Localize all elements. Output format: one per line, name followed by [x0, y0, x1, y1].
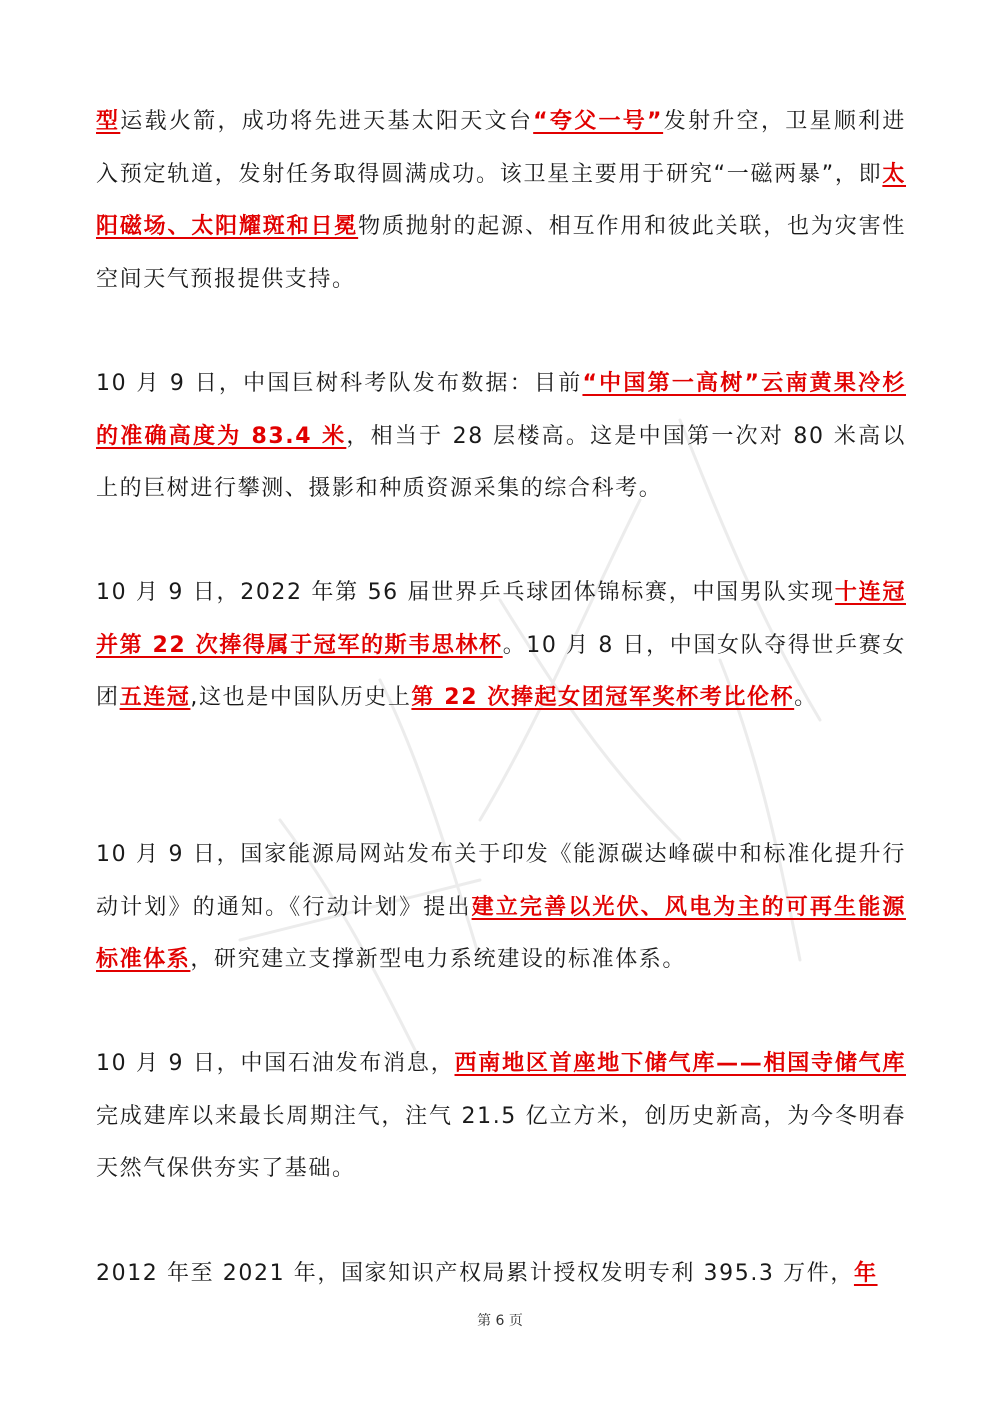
highlighted-keyphrase: 太阳磁场、太阳耀斑和日冕 [96, 161, 906, 239]
highlighted-keyphrase: 十连冠并第 22 次捧得属于冠军的斯韦思林杯 [96, 580, 906, 658]
body-text: ，相当于 28 层楼高。这是中国第一次对 80 米高以上的巨树进行攀测、摄影和种质资源采集的综合科考。 [96, 423, 906, 501]
body-text: 10 月 9 日，2022 年第 56 届世界乒乓球团体锦标赛，中国男队实现 [96, 580, 835, 605]
highlighted-keyphrase: “夸父一号” [533, 109, 664, 134]
news-paragraph-patents [96, 1248, 906, 1301]
highlighted-keyphrase: 建立完善以光伏、风电为主的可再生能源标准体系 [96, 894, 906, 972]
highlighted-keyphrase: 第 22 次捧起女团冠军奖杯考比伦杯 [411, 685, 795, 710]
highlighted-keyphrase: “中国第一高树”云南黄果冷杉的准确高度为 83.4 米 [96, 371, 906, 449]
highlighted-keyphrase: 型 [96, 109, 121, 134]
body-text: 2012 年至 2021 年，国家知识产权局累计授权发明专利 395.3 万件， [96, 1261, 854, 1286]
body-text: 。 [794, 685, 818, 710]
news-paragraph-gas-storage [96, 1038, 906, 1196]
body-text: 10 月 9 日，国家能源局网站发布关于印发《能源碳达峰碳中和标准化提升行动计划》的通知。《行动计划》提出 [96, 842, 906, 920]
body-text: 发射升空，卫星顺利进入预定轨道，发射任务取得圆满成功。该卫星主要用于研究“一磁两暴”，即 [96, 109, 906, 187]
body-text: 10 月 9 日，中国巨树科考队发布数据：目前 [96, 371, 583, 396]
page-number: 第 6 页 [477, 1313, 523, 1329]
news-paragraph-tallest-tree [96, 358, 906, 516]
body-text: 完成建库以来最长周期注气，注气 21.5 亿立方米，创历史新高，为今冬明春天然气保供夯实了基础。 [96, 1103, 906, 1181]
highlighted-keyphrase: 西南地区首座地下储气库——相国寺储气库 [454, 1051, 906, 1076]
news-paragraph-energy-standards [96, 829, 906, 987]
body-text: ,这也是中国队历史上 [190, 685, 412, 710]
body-text: 运载火箭，成功将先进天基太阳天文台 [120, 109, 534, 134]
highlighted-keyphrase: 五连冠 [119, 685, 191, 710]
news-paragraph-kuafu [96, 96, 906, 306]
body-text: 10 月 9 日，中国石油发布消息， [96, 1051, 455, 1076]
body-text: 。10 月 8 日，中国女队夺得世乒赛女团 [96, 632, 906, 710]
body-text: 物质抛射的起源、相互作用和彼此关联，也为灾害性空间天气预报提供支持。 [96, 214, 906, 292]
news-paragraph-table-tennis [96, 567, 906, 725]
body-text: ，研究建立支撑新型电力系统建设的标准体系。 [190, 947, 687, 972]
highlighted-keyphrase: 年 [853, 1261, 878, 1286]
